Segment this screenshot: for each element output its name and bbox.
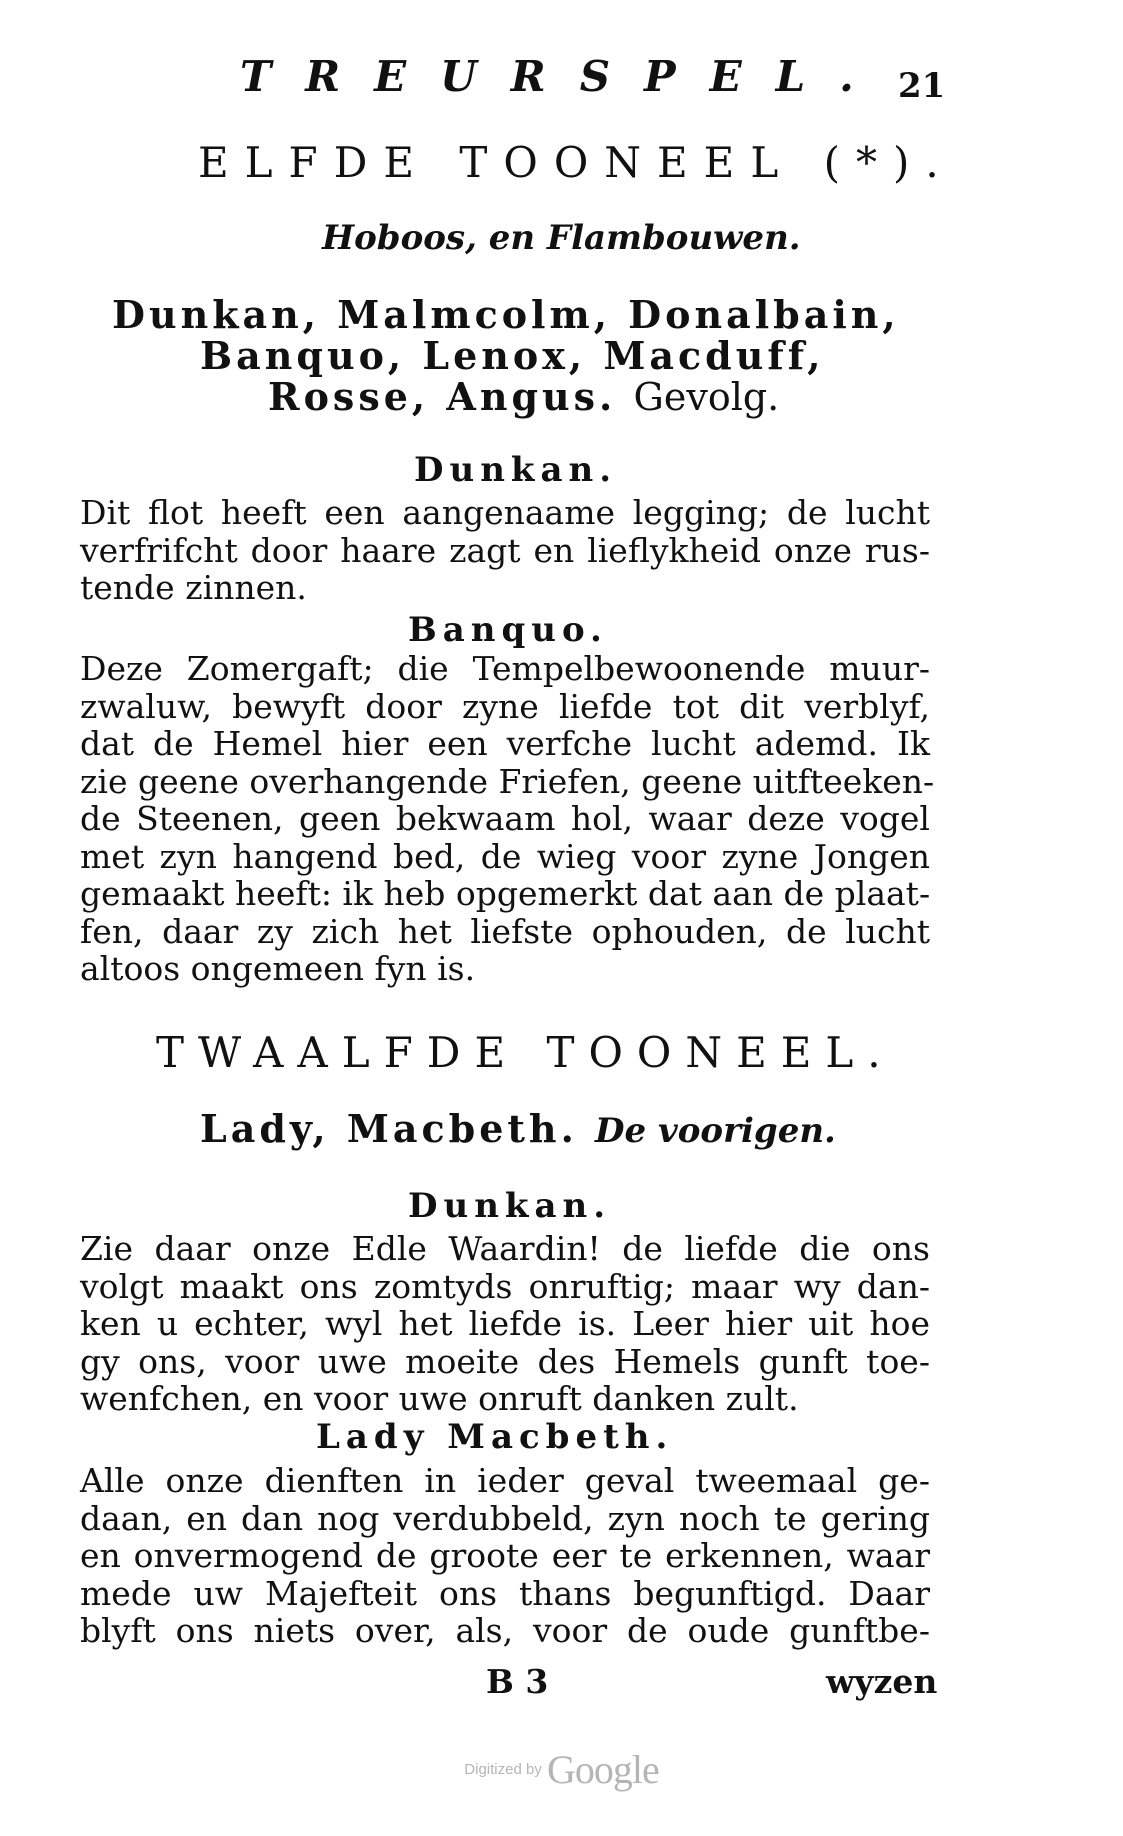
speaker-name: Dunkan. bbox=[414, 450, 618, 490]
catchword: wyzen bbox=[826, 1662, 938, 1701]
speech-text bbox=[80, 1462, 930, 1650]
watermark-prefix: Digitized by bbox=[464, 1761, 542, 1778]
stage-direction: Hoboos, en Flambouwen. bbox=[322, 218, 801, 258]
speech-line: Deze Zomergaft; die Tempelbewoonende muur- bbox=[80, 649, 930, 688]
speech-line: daan, en dan nog verdubbeld, zyn noch te gering bbox=[80, 1498, 930, 1538]
scene-heading-12: TWAALFDE TOONEEL. bbox=[156, 1028, 895, 1077]
speech-line: Zie daar onze Edle Waardin! de liefde die ons bbox=[80, 1229, 930, 1268]
google-logo: Google bbox=[546, 1747, 659, 1792]
signature-mark: B 3 bbox=[486, 1662, 549, 1701]
cast-suffix: De voorigen. bbox=[595, 1111, 836, 1151]
speech-line: volgt maakt ons zomtyds onruftig; maar wy dan- bbox=[80, 1266, 930, 1306]
speech-line: gemaakt heeft: ik heb opgemerkt dat aan de plaat- bbox=[80, 874, 931, 913]
speech-line: de Steenen, geen bekwaam hol, waar deze vogel bbox=[80, 799, 930, 838]
speech-line: gy ons, voor uwe moeite des Hemels gunft toe- bbox=[80, 1341, 930, 1381]
speech-line: mede uw Majefteit ons thans begunftigd. Daar bbox=[80, 1573, 930, 1613]
speech-line: ken u echter, wyl het liefde is. Leer hier uit hoe bbox=[80, 1304, 930, 1343]
speaker-name: Dunkan. bbox=[408, 1186, 612, 1226]
speech-text bbox=[80, 649, 935, 988]
speech-line: dat de Hemel hier een verfche lucht ademd. Ik bbox=[80, 724, 930, 763]
speech-line: met zyn hangend bed, de wieg voor zyne Jongen bbox=[80, 836, 930, 876]
speech-line: tende zinnen. bbox=[80, 568, 307, 607]
speech-line: wenfchen, en voor uwe onruft danken zult. bbox=[80, 1379, 799, 1418]
cast-names: Lady, Macbeth. bbox=[200, 1106, 578, 1151]
speech-line: Alle onze dienften in ieder geval tweemaal ge- bbox=[80, 1461, 930, 1500]
speaker-name: Lady Macbeth. bbox=[316, 1417, 674, 1457]
speech-line: blyft ons niets over, als, voor de oude gunftbe- bbox=[80, 1611, 930, 1650]
speech-text bbox=[80, 494, 930, 607]
cast-line-3 bbox=[268, 374, 779, 419]
cast-names: Rosse, Angus. bbox=[268, 374, 617, 419]
page-number: 21 bbox=[898, 66, 946, 106]
running-title: TREURSPEL. bbox=[240, 52, 888, 101]
speech-line: zwaluw, bewyft door zyne liefde tot dit verblyf, bbox=[80, 686, 930, 726]
speech-line: en onvermogend de groote eer te erkennen, waar bbox=[80, 1536, 930, 1575]
cast-line-scene-12 bbox=[200, 1106, 836, 1151]
cast-suffix: Gevolg. bbox=[633, 375, 780, 419]
speech-line: verfrifcht door haare zagt en lieflykheid onze rus- bbox=[80, 530, 930, 570]
speech-line: Dit flot heeft een aangenaame legging; de lucht bbox=[80, 493, 930, 532]
scene-heading-11: ELFDE TOONEEL (*). bbox=[198, 138, 955, 187]
speaker-name: Banquo. bbox=[408, 610, 608, 650]
digitization-watermark bbox=[0, 1746, 1123, 1793]
speech-line: zie geene overhangende Friefen, geene uitfteeken- bbox=[80, 761, 935, 801]
speech-text bbox=[80, 1230, 930, 1418]
speech-line: fen, daar zy zich het liefste ophouden, de lucht bbox=[80, 911, 930, 951]
cast-line-2: Banquo, Lenox, Macduff, bbox=[200, 333, 825, 378]
cast-line-1: Dunkan, Malmcolm, Donalbain, bbox=[112, 292, 900, 337]
speech-line: altoos ongemeen fyn is. bbox=[80, 949, 476, 988]
